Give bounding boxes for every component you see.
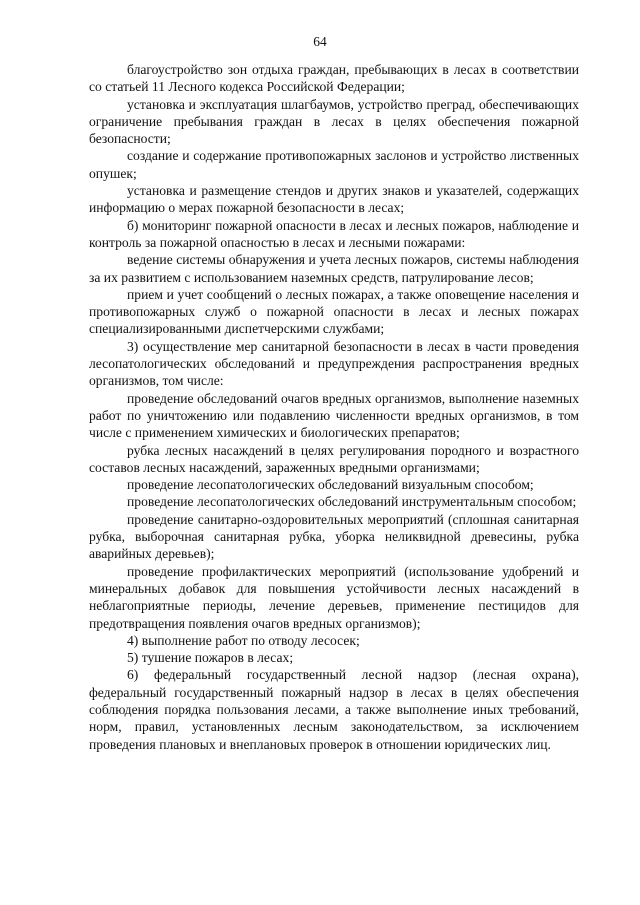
paragraph: создание и содержание противопожарных заслонов и устройство лиственных опушек; [89, 148, 579, 181]
paragraph: прием и учет сообщений о лесных пожарах, а также оповещение населения и противопожарных служб о пожарной опасности в лесах и лесных пожарах специализированными диспетчерскими службами; [89, 286, 579, 337]
paragraph: ведение системы обнаружения и учета лесных пожаров, системы наблюдения за их развитием с использованием наземных средств, патрулирование лесов; [89, 252, 579, 285]
paragraph: установка и размещение стендов и других знаков и указателей, содержащих информацию о мерах пожарной безопасности в лесах; [89, 183, 579, 216]
paragraph: проведение обследований очагов вредных организмов, выполнение наземных работ по уничтожению или подавлению численности вредных организмов, в том числе с применением химических и биологических препаратов; [89, 390, 579, 441]
paragraph: рубка лесных насаждений в целях регулирования породного и возрастного составов лесных насаждений, зараженных вредными организмами; [89, 442, 579, 475]
paragraph: проведение лесопатологических обследований инструментальным способом; [127, 494, 577, 510]
paragraph: 5) тушение пожаров в лесах; [127, 650, 294, 666]
paragraph: благоустройство зон отдыха граждан, пребывающих в лесах в соответствии со статьей 11 Лесного кодекса Российской Федерации; [89, 62, 579, 95]
paragraph: проведение лесопатологических обследований визуальным способом; [127, 477, 534, 493]
paragraph: б) мониторинг пожарной опасности в лесах и лесных пожаров, наблюдение и контроль за пожарной опасностью в лесах и лесными пожарами: [89, 217, 579, 250]
paragraph: установка и эксплуатация шлагбаумов, устройство преград, обеспечивающих ограничение пребывания граждан в лесах в целях обеспечения пожарной безопасности; [89, 96, 579, 147]
paragraph: проведение санитарно-оздоровительных мероприятий (сплошная санитарная рубка, выборочная санитарная рубка, уборка неликвидной древесины, рубка аварийных деревьев); [89, 511, 579, 562]
paragraph: 6) федеральный государственный лесной надзор (лесная охрана), федеральный государственный пожарный надзор в лесах в целях обеспечения соблюдения порядка пользования лесами, а также выполнение иных требований, норм, правил, установленных лесным законодательством, за исключением проведения плановых и внеплановых проверок в отношении юридических лиц. [89, 667, 579, 752]
paragraph: 3) осуществление мер санитарной безопасности в лесах в части проведения лесопатологических обследований и предупреждения распространения вредных организмов, том числе: [89, 338, 579, 389]
page-number: 64 [313, 34, 327, 49]
paragraph: проведение профилактических мероприятий (использование удобрений и минеральных добавок для повышения устойчивости лесных насаждений в неблагоприятные периоды, лечение деревьев, применение пестицидов для предотвращения появления очагов вредных организмов); [89, 563, 579, 631]
paragraph: 4) выполнение работ по отводу лесосек; [127, 632, 360, 648]
document-body [89, 61, 579, 753]
